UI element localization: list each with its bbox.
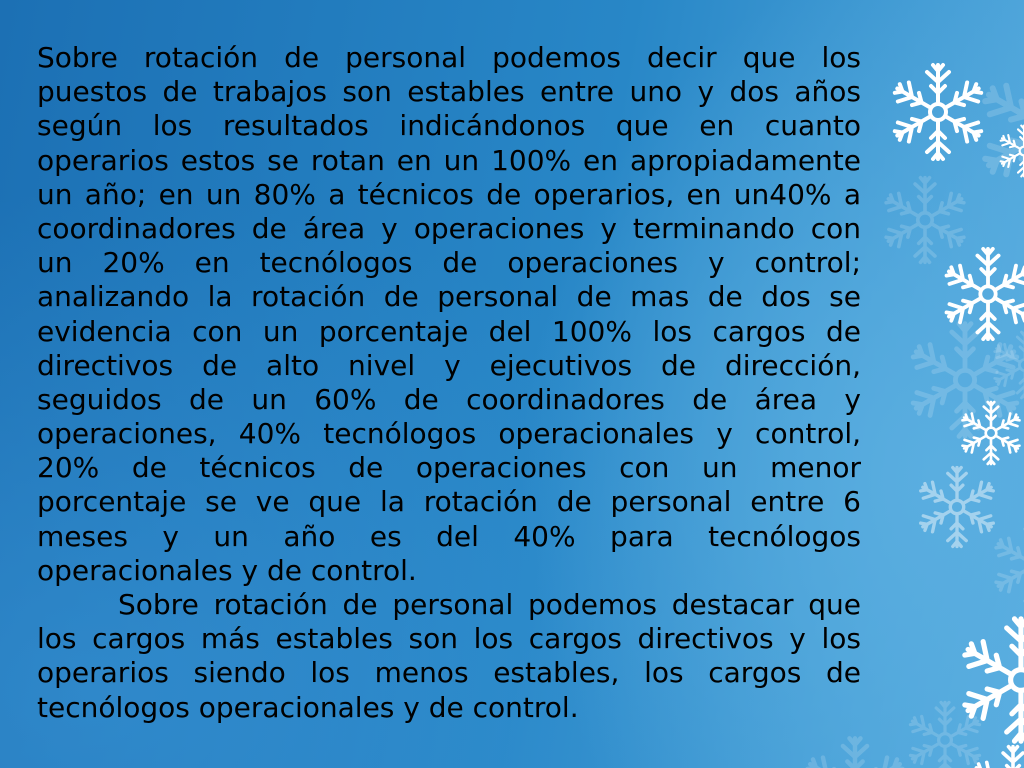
text-line: los cargos más estables son los cargos directivos y los <box>37 622 861 656</box>
text-line: operaciones, 40% tecnólogos operacionales y control, <box>37 417 861 451</box>
paragraph-2 <box>37 588 861 725</box>
text-line: meses y un año es del 40% para tecnólogos <box>37 519 861 553</box>
text-line: un 20% en tecnólogos de operaciones y control; <box>37 246 861 280</box>
text-line: 20% de técnicos de operaciones con un menor <box>37 451 861 485</box>
text-line: analizando la rotación de personal de mas de dos se <box>37 280 861 314</box>
text-line: Sobre rotación de personal podemos decir que los <box>37 41 861 74</box>
snowflake-icon <box>891 550 1021 680</box>
snowflake-icon <box>892 198 988 294</box>
text-line: operarios siendo los menos estables, los cargos de <box>37 656 861 690</box>
text-line: tecnólogos operacionales y de control. <box>37 690 579 724</box>
snowflake-icon <box>873 423 957 507</box>
text-line: un año; en un 80% a técnicos de operarios, en un40% a <box>37 177 861 211</box>
paragraph-1 <box>37 41 861 588</box>
text-line: evidencia con un porcentaje del 100% los cargos de <box>37 314 861 348</box>
snowflake-icon <box>838 12 938 112</box>
text-line: Sobre rotación de personal podemos destacar que <box>118 588 861 621</box>
text-line: directivos de alto nivel y ejecutivos de dirección, <box>37 348 861 382</box>
snowflake-icon <box>970 97 1024 151</box>
text-line: operacionales y de control. <box>37 553 417 587</box>
text-line: operarios estos se rotan en un 100% en apropiadamente <box>37 143 861 177</box>
text-line: coordinadores de área y operaciones y terminando con <box>37 211 861 245</box>
text-line: porcentaje se ve que la rotación de personal entre 6 <box>37 485 861 519</box>
slide-body-text <box>37 41 861 725</box>
text-line: según los resultados indicándonos que en cuanto <box>37 109 861 143</box>
text-line: seguidos de un 60% de coordinadores de área y <box>37 382 861 416</box>
text-line: puestos de trabajos son estables entre uno y dos años <box>37 75 861 109</box>
snowflake-icon <box>923 699 1013 768</box>
